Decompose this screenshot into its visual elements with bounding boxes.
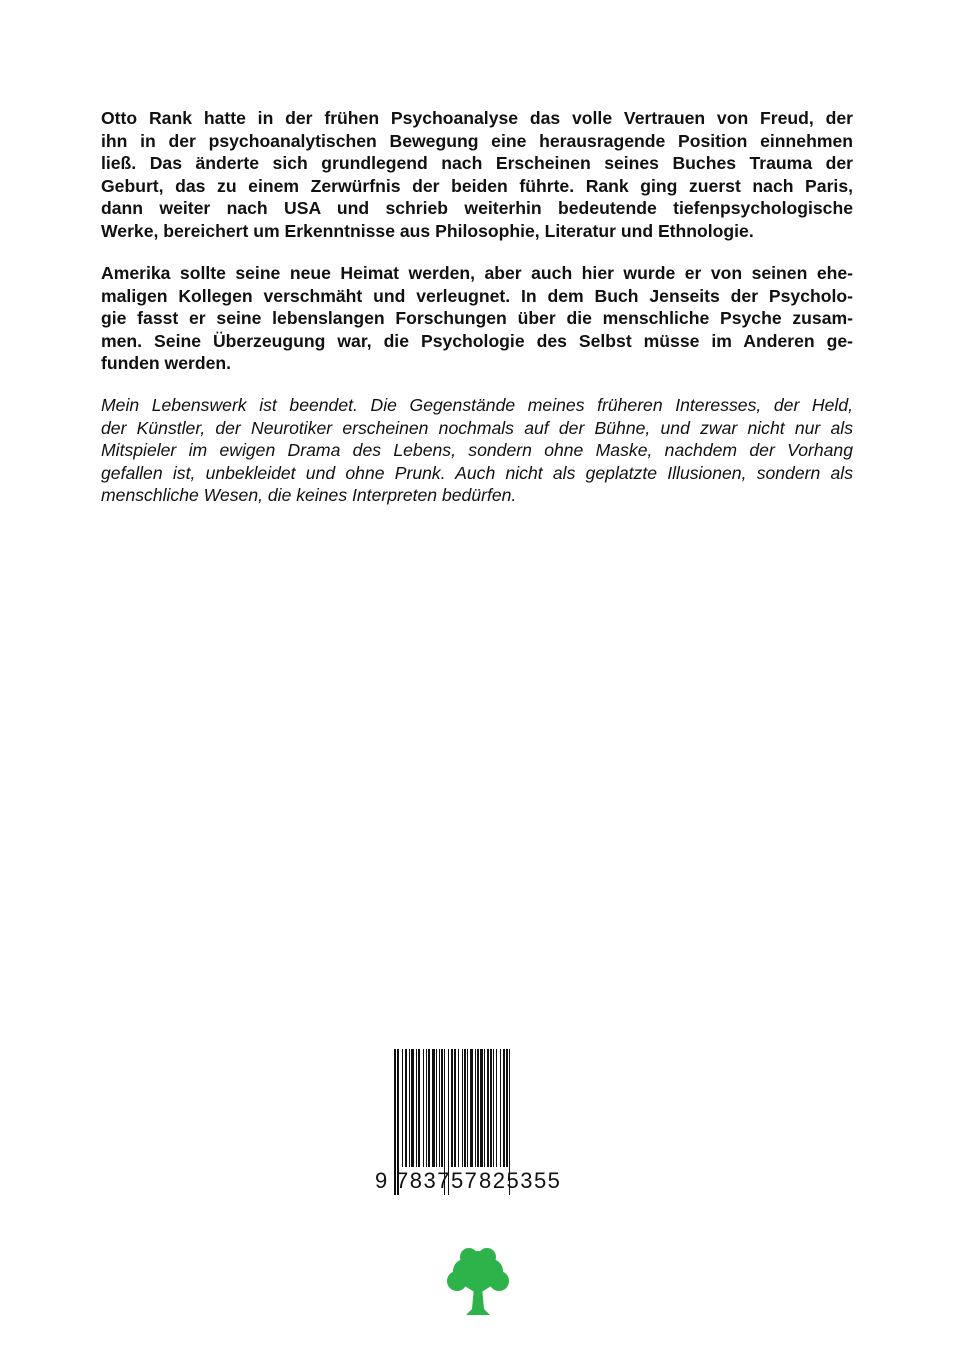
barcode-bar xyxy=(467,1049,468,1167)
isbn-number xyxy=(372,1168,572,1194)
text-line: der Künstler, der Neurotiker erscheinen nochmals auf der Bühne, und zwar nicht nur als xyxy=(101,417,853,438)
isbn-barcode xyxy=(372,1047,572,1197)
text-line: Mein Lebenswerk ist beendet. Die Gegenstände meines früheren Interesses, der Held, xyxy=(101,395,853,415)
barcode-bar xyxy=(484,1049,485,1167)
text-line: gefallen ist, unbekleidet und ohne Prunk. Auch nicht als geplatzte Illusionen, sondern als xyxy=(101,462,853,483)
text-line: Geburt, das zu einem Zerwürfnis der beiden führte. Rank ging zuerst nach Paris, xyxy=(101,175,853,196)
barcode-bar xyxy=(470,1049,473,1167)
barcode-bar xyxy=(493,1049,494,1167)
barcode-bar xyxy=(506,1049,508,1167)
barcode-bar xyxy=(409,1049,410,1167)
barcode-bar xyxy=(458,1049,459,1167)
barcode-bar xyxy=(475,1049,476,1167)
barcode-bar xyxy=(426,1049,427,1167)
isbn-prefix-digit: 9 xyxy=(375,1168,388,1193)
text-line: funden werden. xyxy=(101,353,232,374)
text-line: menschliche Wesen, die keines Interpreten bedürfen. xyxy=(101,485,517,506)
barcode-bar xyxy=(428,1049,430,1167)
barcode-bar xyxy=(416,1049,417,1167)
barcode-bar xyxy=(462,1049,463,1167)
barcode-bar xyxy=(464,1049,466,1167)
blurb-paragraph-2 xyxy=(101,262,853,375)
blurb-paragraph-1 xyxy=(101,107,853,243)
barcode-bar xyxy=(451,1049,453,1167)
barcode-bar xyxy=(480,1049,483,1167)
text-line: Werke, bereichert um Erkenntnisse aus Philosophie, Literatur und Ethnologie. xyxy=(101,220,754,241)
barcode-bar xyxy=(405,1049,407,1167)
barcode-bar xyxy=(411,1049,414,1167)
text-line: Mitspieler im ewigen Drama des Lebens, sondern ohne Maske, nachdem der Vorhang xyxy=(101,440,853,461)
text-line: Amerika sollte seine neue Heimat werden, aber auch hier wurde er von seinen ehe- xyxy=(101,263,853,283)
quote-paragraph xyxy=(101,394,853,507)
tree-icon xyxy=(443,1243,513,1319)
text-line: men. Seine Überzeugung war, die Psychologie des Selbst müsse im Anderen ge- xyxy=(101,330,853,351)
barcode-bar xyxy=(439,1049,440,1167)
barcode-bar xyxy=(423,1049,424,1167)
text-line: dann weiter nach USA und schrieb weiterhin bedeutende tiefenpsychologische xyxy=(101,198,853,219)
barcode-bar xyxy=(418,1049,420,1167)
barcode-bar xyxy=(500,1049,501,1167)
barcode-bar xyxy=(432,1049,435,1167)
barcode-bar xyxy=(496,1049,497,1167)
text-line: ihn in der psychoanalytischen Bewegung eine herausragende Position einnehmen xyxy=(101,130,853,151)
text-line: gie fasst er seine lebenslangen Forschungen über die menschliche Psyche zusam- xyxy=(101,308,853,329)
isbn-right-group: 825355 xyxy=(479,1168,562,1193)
barcode-bar xyxy=(441,1049,443,1167)
barcode-bar xyxy=(477,1049,479,1167)
barcode-bar xyxy=(436,1049,437,1167)
barcode-bar xyxy=(503,1049,505,1167)
text-line: Otto Rank hatte in der frühen Psychoanalyse das volle Vertrauen von Freud, der xyxy=(101,108,853,128)
barcode-bar xyxy=(454,1049,456,1167)
text-line: ließ. Das änderte sich grundlegend nach Erscheinen seines Buches Trauma der xyxy=(101,153,853,174)
text-line: maligen Kollegen verschmäht und verleugnet. In dem Buch Jenseits der Psycholo- xyxy=(101,285,853,306)
barcode-bar xyxy=(402,1049,403,1167)
isbn-left-group: 783757 xyxy=(396,1168,479,1193)
barcode-bar xyxy=(487,1049,489,1167)
barcode-bar xyxy=(490,1049,492,1167)
